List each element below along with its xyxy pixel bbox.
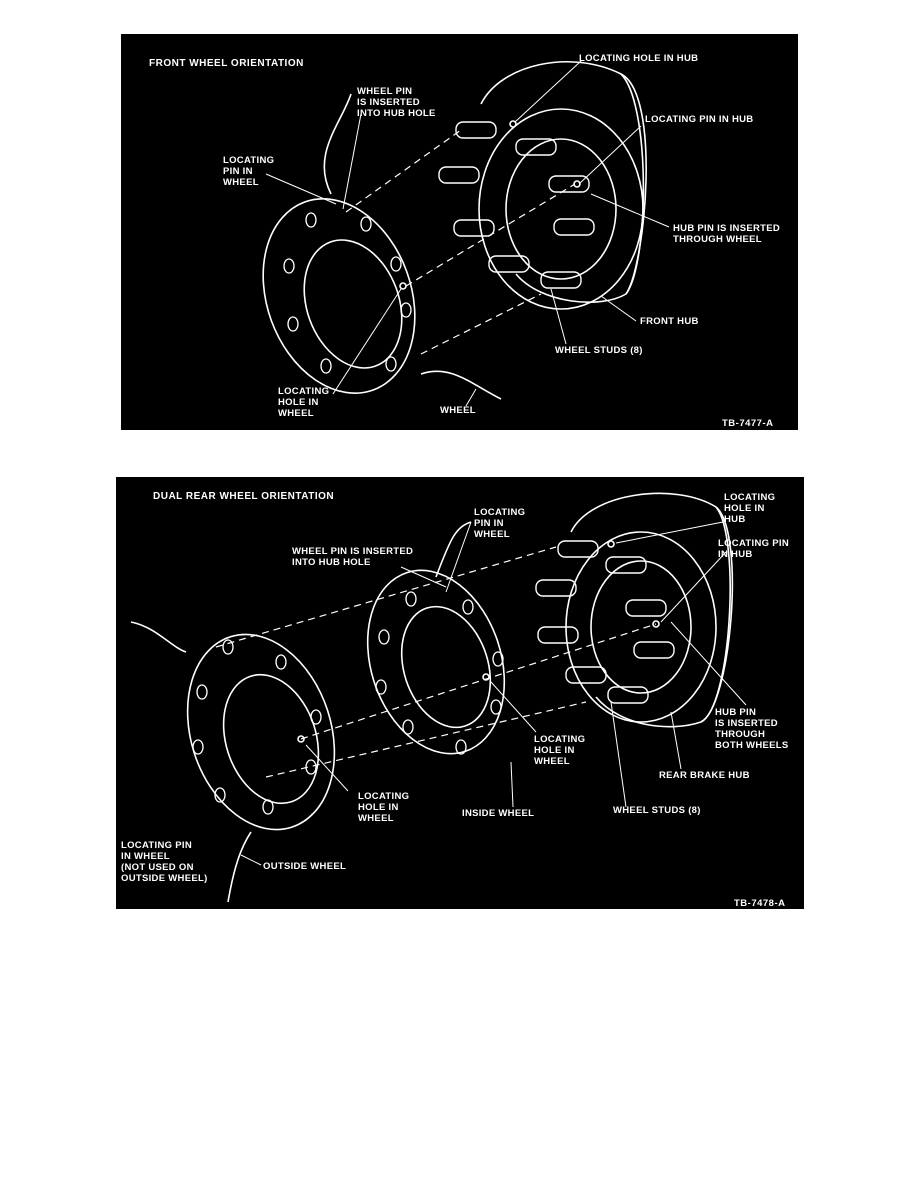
label-wheel-pin-inserted: WHEEL PIN IS INSERTED INTO HUB HOLE — [292, 546, 414, 568]
label-outside-wheel: OUTSIDE WHEEL — [263, 861, 347, 872]
dual-rear-wheel-diagram — [116, 477, 804, 909]
label-locating-pin-in-wheel-top: LOCATING PIN IN WHEEL — [474, 507, 526, 540]
label-locating-pin-in-hub: LOCATING PIN IN HUB — [718, 538, 789, 560]
label-hub-pin-inserted: HUB PIN IS INSERTED THROUGH BOTH WHEELS — [715, 707, 789, 751]
inside-wheel-rim — [345, 553, 527, 772]
label-wheel: WHEEL — [440, 405, 476, 416]
label-front-hub: FRONT HUB — [640, 316, 699, 327]
front-diagram-title: FRONT WHEEL ORIENTATION — [149, 58, 304, 69]
label-inside-wheel: INSIDE WHEEL — [462, 808, 535, 819]
rear-wheel-illustration — [116, 477, 801, 909]
label-locating-pin-in-hub: LOCATING PIN IN HUB — [645, 114, 754, 125]
label-locating-hole-in-hub: LOCATING HOLE IN HUB — [724, 492, 776, 525]
label-locating-pin-note: LOCATING PIN IN WHEEL (NOT USED ON OUTSIDE WHEEL) — [121, 840, 208, 884]
label-locating-pin-in-wheel: LOCATING PIN IN WHEEL — [223, 155, 275, 188]
front-wheel-studs — [439, 122, 594, 288]
label-locating-hole-in-hub: LOCATING HOLE IN HUB — [579, 53, 699, 64]
outside-wheel-rim — [164, 615, 359, 848]
front-wheel-rim — [237, 177, 441, 414]
label-wheel-pin-inserted: WHEEL PIN IS INSERTED INTO HUB HOLE — [357, 86, 436, 119]
label-locating-hole-in-wheel-outer: LOCATING HOLE IN WHEEL — [358, 791, 410, 824]
rear-figure-code: TB-7478-A — [734, 898, 786, 909]
label-rear-brake-hub: REAR BRAKE HUB — [659, 770, 750, 781]
label-locating-hole-in-wheel-inner: LOCATING HOLE IN WHEEL — [534, 734, 586, 767]
rear-diagram-title: DUAL REAR WHEEL ORIENTATION — [153, 491, 335, 502]
front-wheel-diagram — [121, 34, 798, 430]
label-locating-hole-in-wheel: LOCATING HOLE IN WHEEL — [278, 386, 330, 419]
label-wheel-studs: WHEEL STUDS (8) — [555, 345, 643, 356]
front-figure-code: TB-7477-A — [722, 418, 774, 429]
front-hub-drum — [481, 62, 646, 302]
label-hub-pin-inserted: HUB PIN IS INSERTED THROUGH WHEEL — [673, 223, 781, 245]
label-wheel-studs: WHEEL STUDS (8) — [613, 805, 701, 816]
